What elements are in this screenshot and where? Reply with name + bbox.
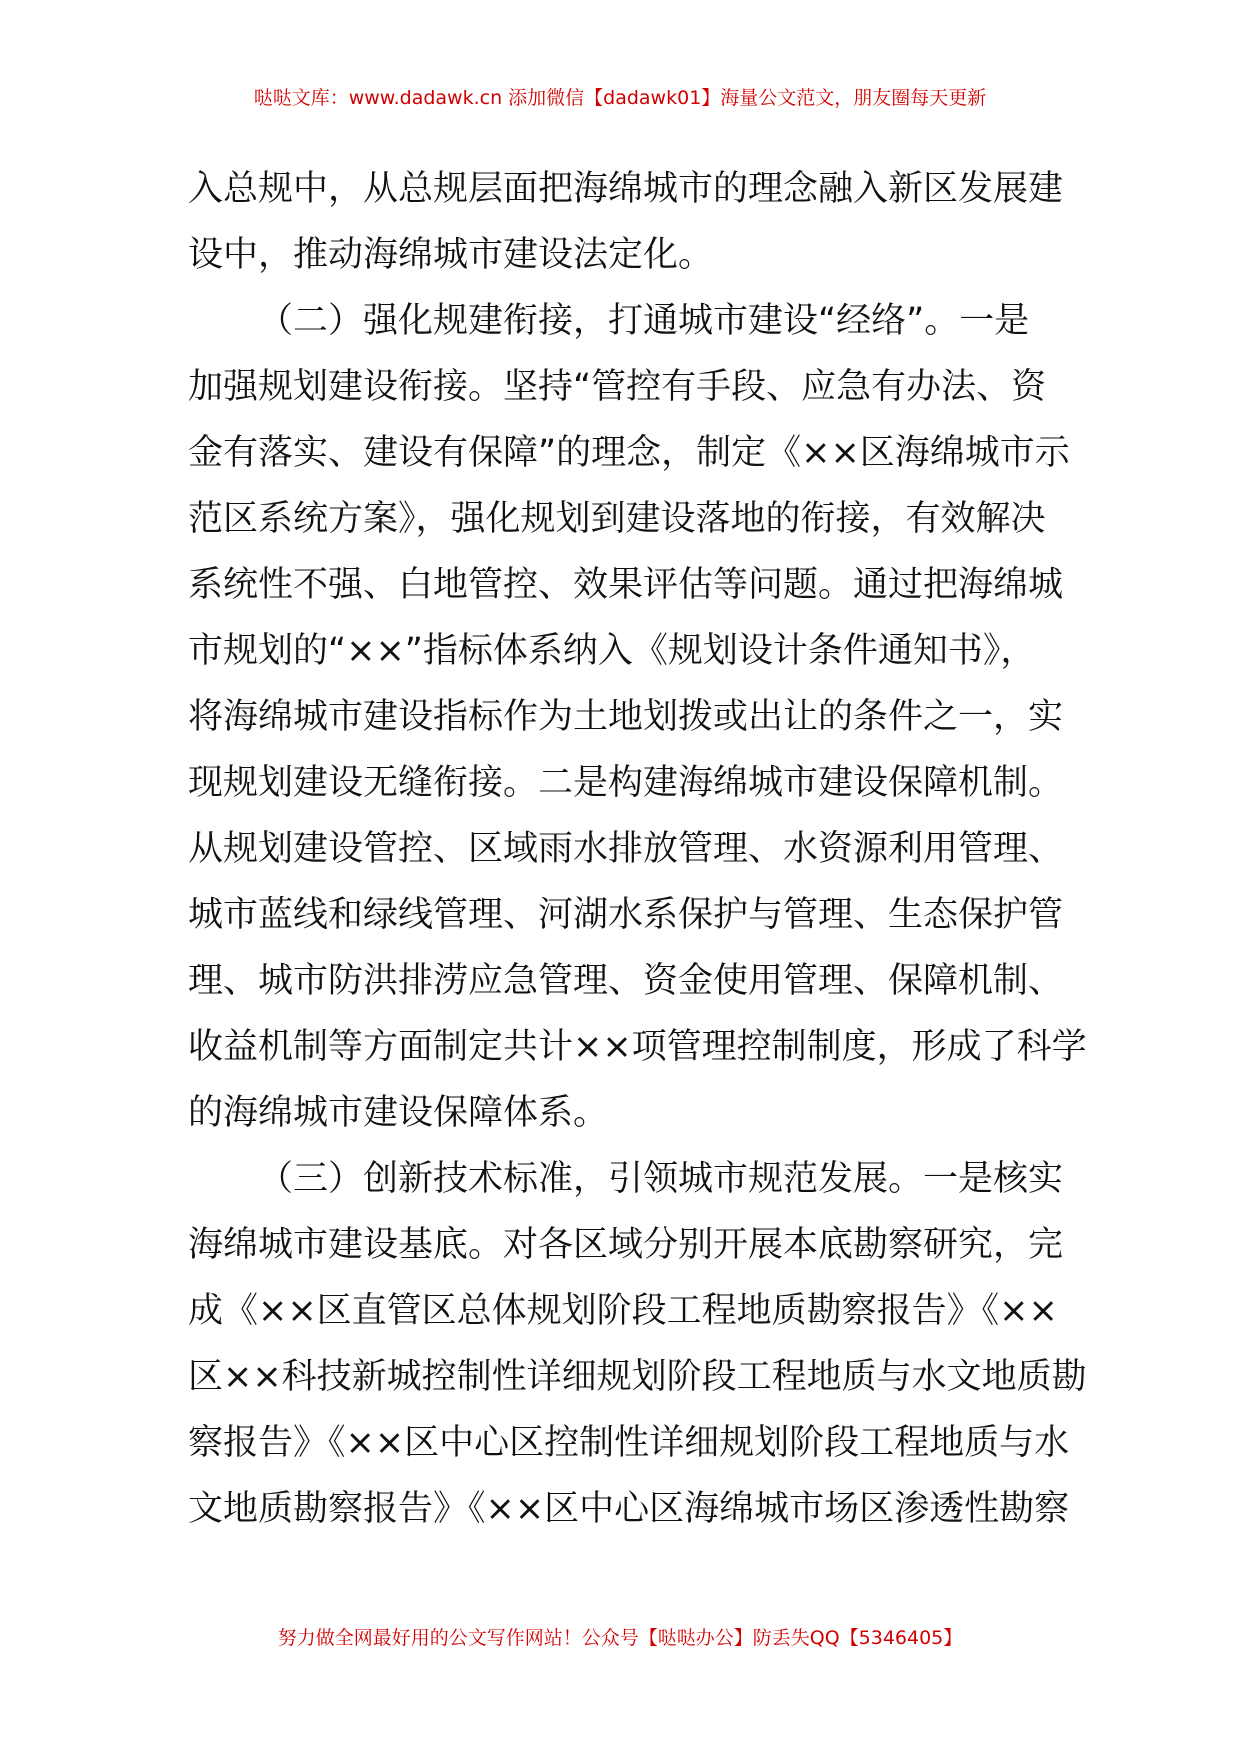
page-footer-banner: 努力做全网最好用的公文写作网站！公众号【哒哒办公】防丢失QQ【5346405】 [277,1627,963,1649]
body-line: 的海绵城市建设保障体系。 [188,1093,609,1133]
body-line: 从规划建设管控、区域雨水排放管理、水资源利用管理、 [188,829,1064,869]
body-line: 将海绵城市建设指标作为土地划拨或出让的条件之一，实 [188,697,1064,737]
page-header-banner: 哒哒文库：www.dadawk.cn 添加微信【dadawk01】海量公文范文，朋友圈每天更新 [253,87,987,109]
body-line: 理、城市防洪排涝应急管理、资金使用管理、保障机制、 [188,961,1064,1001]
body-line: 文地质勘察报告》《××区中心区海绵城市场区渗透性勘察 [188,1489,1070,1529]
body-line: 现规划建设无缝衔接。二是构建海绵城市建设保障机制。 [188,763,1064,803]
body-line: 区××科技新城控制性详细规划阶段工程地质与水文地质勘 [188,1357,1087,1397]
section-heading-line: （三）创新技术标准，引领城市规范发展。一是核实 [258,1159,1064,1199]
body-line: 系统性不强、白地管控、效果评估等问题。通过把海绵城 [188,565,1064,605]
section-heading-line: （二）强化规建衔接，打通城市建设“经络”。一是 [258,301,1030,341]
document-body [188,156,1087,1542]
body-line: 收益机制等方面制定共计××项管理控制制度，形成了科学 [188,1027,1087,1067]
body-line: 设中，推动海绵城市建设法定化。 [188,235,714,275]
body-line: 海绵城市建设基底。对各区域分别开展本底勘察研究，完 [188,1225,1064,1265]
body-line: 察报告》《××区中心区控制性详细规划阶段工程地质与水 [188,1423,1070,1463]
body-line: 金有落实、建设有保障”的理念，制定《××区海绵城市示 [188,433,1070,473]
body-line: 成《××区直管区总体规划阶段工程地质勘察报告》《×× [188,1291,1058,1331]
body-line: 城市蓝线和绿线管理、河湖水系保护与管理、生态保护管 [188,895,1064,935]
body-line: 范区系统方案》，强化规划到建设落地的衔接，有效解决 [188,499,1046,539]
body-line: 入总规中，从总规层面把海绵城市的理念融入新区发展建 [188,169,1064,209]
body-line: 加强规划建设衔接。坚持“管控有手段、应急有办法、资 [188,367,1047,407]
body-line: 市规划的“××”指标体系纳入《规划设计条件通知书》， [188,631,1036,671]
